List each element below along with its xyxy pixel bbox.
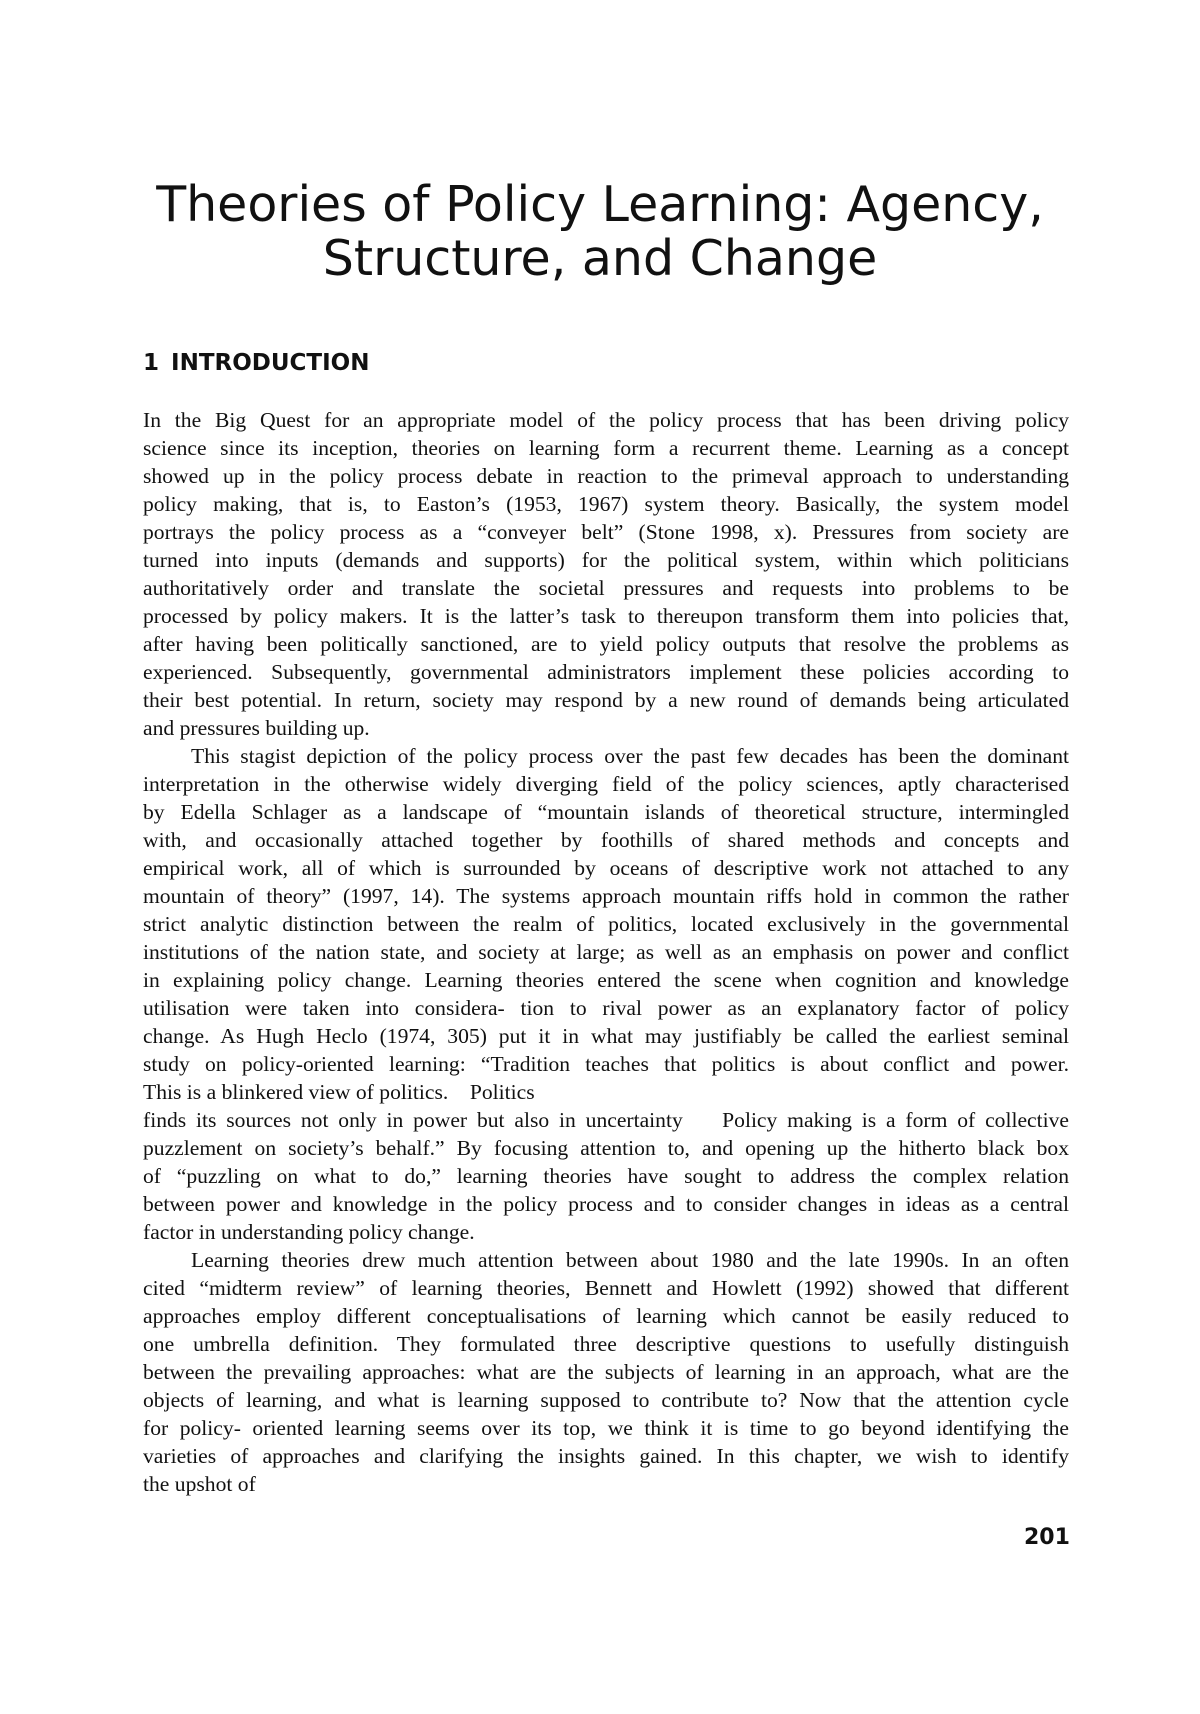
body-line: objects of learning, and what is learning supposed to contribute to? Now that the attention cycle xyxy=(143,1388,1069,1412)
body-line: This is a blinkered view of politics. Politics xyxy=(143,1080,535,1104)
body-line: for policy- oriented learning seems over its top, we think it is time to go beyond identifying the xyxy=(143,1416,1069,1440)
body-line: This stagist depiction of the policy process over the past few decades has been the dominant xyxy=(191,744,1069,768)
body-line: of “puzzling on what to do,” learning theories have sought to address the complex relation xyxy=(143,1164,1069,1188)
body-line: portrays the policy process as a “conveyer belt” (Stone 1998, x). Pressures from society are xyxy=(143,520,1069,544)
body-line: factor in understanding policy change. xyxy=(143,1220,475,1244)
body-line: approaches employ different conceptualisations of learning which cannot be easily reduced to xyxy=(143,1304,1069,1328)
section-heading-text: INTRODUCTION xyxy=(171,350,370,376)
body-line: and pressures building up. xyxy=(143,716,370,740)
body-line: change. As Hugh Heclo (1974, 305) put it in what may justifiably be called the earliest seminal xyxy=(143,1024,1069,1048)
body-line: science since its inception, theories on learning form a recurrent theme. Learning as a concept xyxy=(143,436,1069,460)
body-line: the upshot of xyxy=(143,1472,256,1496)
body-line: mountain of theory” (1997, 14). The systems approach mountain riffs hold in common the rather xyxy=(143,884,1069,908)
body-line: interpretation in the otherwise widely diverging field of the policy sciences, aptly characterised xyxy=(143,772,1069,796)
body-line: utilisation were taken into considera- tion to rival power as an explanatory factor of policy xyxy=(143,996,1069,1020)
section-heading xyxy=(143,349,369,377)
body-line: cited “midterm review” of learning theories, Bennett and Howlett (1992) showed that different xyxy=(143,1276,1069,1300)
body-line: their best potential. In return, society may respond by a new round of demands being articulated xyxy=(143,688,1069,712)
body-line: by Edella Schlager as a landscape of “mountain islands of theoretical structure, intermingled xyxy=(143,800,1069,824)
chapter-title xyxy=(140,178,1060,286)
body-line: policy making, that is, to Easton’s (1953, 1967) system theory. Basically, the system model xyxy=(143,492,1069,516)
chapter-title-line-1: Theories of Policy Learning: Agency, xyxy=(156,176,1044,233)
chapter-title-line-2: Structure, and Change xyxy=(322,230,878,287)
body-line: in explaining policy change. Learning theories entered the scene when cognition and knowledge xyxy=(143,968,1069,992)
body-line: In the Big Quest for an appropriate model of the policy process that has been driving policy xyxy=(143,408,1069,432)
body-line: between power and knowledge in the policy process and to consider changes in ideas as a central xyxy=(143,1192,1069,1216)
body-line: turned into inputs (demands and supports) for the political system, within which politicians xyxy=(143,548,1069,572)
body-line: Learning theories drew much attention between about 1980 and the late 1990s. In an often xyxy=(191,1248,1069,1272)
body-line: varieties of approaches and clarifying the insights gained. In this chapter, we wish to identify xyxy=(143,1444,1069,1468)
body-line: after having been politically sanctioned, are to yield policy outputs that resolve the problems as xyxy=(143,632,1069,656)
body-line: finds its sources not only in power but also in uncertainty Policy making is a form of collective xyxy=(143,1108,1069,1132)
section-number: 1 xyxy=(143,350,160,376)
body-line: experienced. Subsequently, governmental administrators implement these policies according to xyxy=(143,660,1069,684)
body-line: with, and occasionally attached together by foothills of shared methods and concepts and xyxy=(143,828,1069,852)
body-line: empirical work, all of which is surrounded by oceans of descriptive work not attached to any xyxy=(143,856,1069,880)
body-line: strict analytic distinction between the realm of politics, located exclusively in the governmental xyxy=(143,912,1069,936)
body-line: institutions of the nation state, and society at large; as well as an emphasis on power and conflict xyxy=(143,940,1069,964)
body-line: showed up in the policy process debate in reaction to the primeval approach to understanding xyxy=(143,464,1069,488)
body-line: authoritatively order and translate the societal pressures and requests into problems to be xyxy=(143,576,1069,600)
body-line: puzzlement on society’s behalf.” By focusing attention to, and opening up the hitherto black box xyxy=(143,1136,1069,1160)
page-number: 201 xyxy=(1024,1525,1070,1550)
body-line: one umbrella definition. They formulated three descriptive questions to usefully distinguish xyxy=(143,1332,1069,1356)
body-line: between the prevailing approaches: what are the subjects of learning in an approach, what are the xyxy=(143,1360,1069,1384)
body-line: processed by policy makers. It is the latter’s task to thereupon transform them into policies that, xyxy=(143,604,1069,628)
body-text xyxy=(143,406,1069,1498)
body-line: study on policy-oriented learning: “Tradition teaches that politics is about conflict and power. xyxy=(143,1052,1069,1076)
